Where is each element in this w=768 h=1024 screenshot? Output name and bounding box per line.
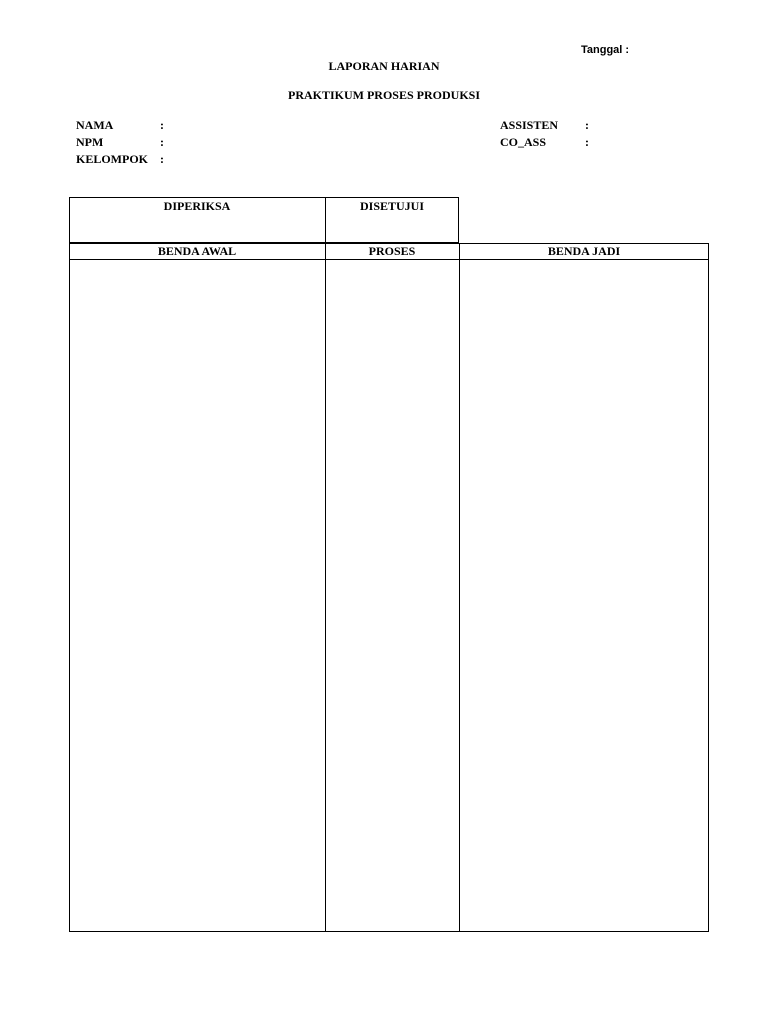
column-header-benda-awal: BENDA AWAL [157, 244, 237, 258]
kelompok-colon: : [160, 152, 164, 166]
npm-value-field[interactable] [170, 133, 400, 149]
npm-label: NPM [76, 135, 104, 149]
assisten-colon: : [585, 118, 589, 132]
nama-colon: : [160, 118, 164, 132]
kelompok-label: KELOMPOK [76, 152, 148, 166]
report-title: LAPORAN HARIAN [328, 59, 440, 73]
co-ass-label: CO_ASS [500, 135, 547, 149]
nama-value-field[interactable] [170, 116, 400, 132]
nama-label: NAMA [76, 118, 114, 132]
date-label: Tanggal : [581, 44, 630, 56]
checked-by-label: DIPERIKSA [163, 199, 231, 213]
npm-colon: : [160, 135, 164, 149]
assisten-label: ASSISTEN [500, 118, 559, 132]
proses-cell[interactable] [326, 260, 459, 931]
report-subtitle: PRAKTIKUM PROSES PRODUKSI [287, 88, 481, 102]
approved-by-label: DISETUJUI [359, 199, 425, 213]
benda-awal-cell[interactable] [70, 260, 325, 931]
kelompok-value-field[interactable] [170, 150, 400, 166]
assisten-value-field[interactable] [595, 116, 705, 132]
co-ass-value-field[interactable] [595, 133, 705, 149]
column-header-benda-jadi: BENDA JADI [547, 244, 621, 258]
co-ass-colon: : [585, 135, 589, 149]
column-header-proses: PROSES [368, 244, 416, 258]
benda-jadi-cell[interactable] [460, 260, 708, 931]
